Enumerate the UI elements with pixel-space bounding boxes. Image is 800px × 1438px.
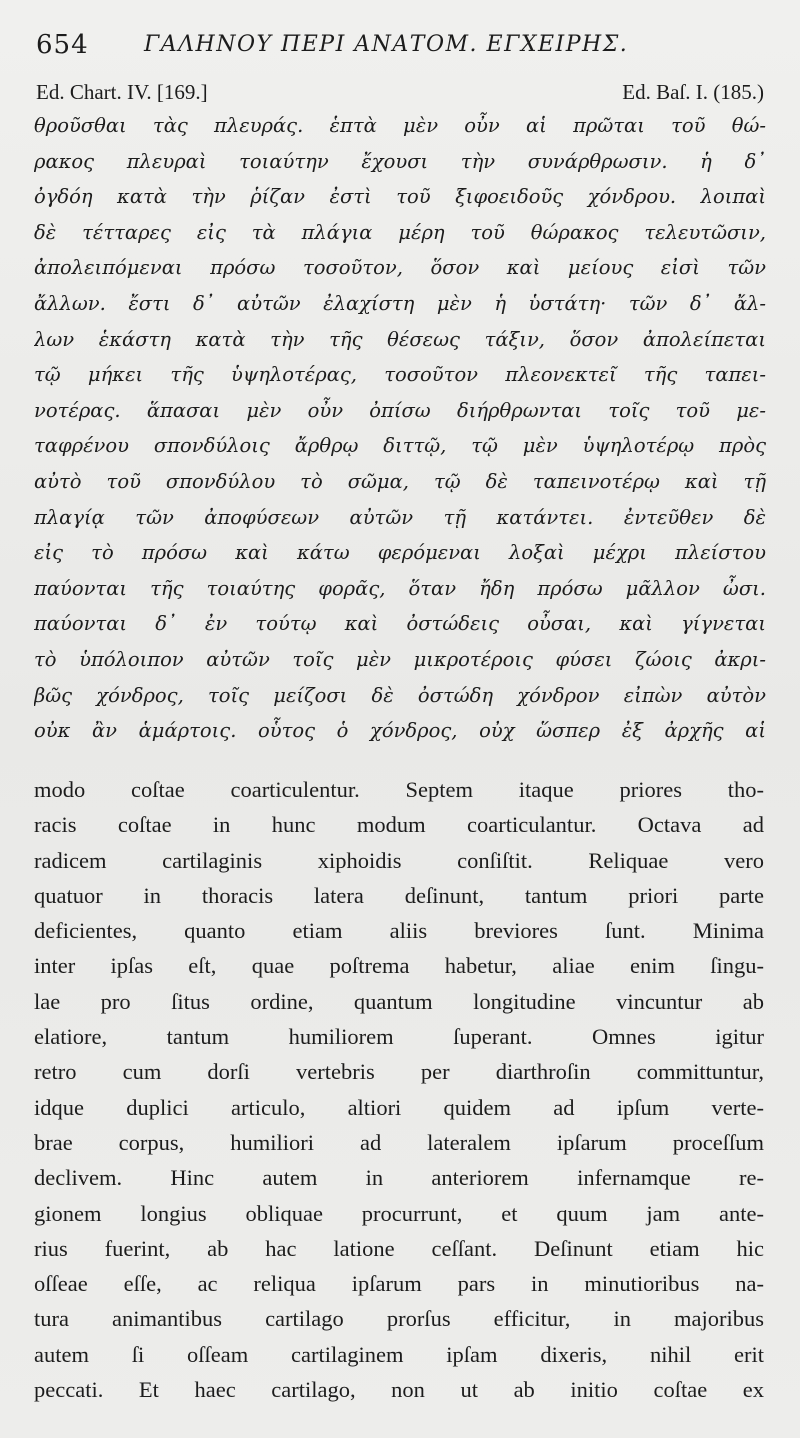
latin-text-line: peccati. Et haec cartilago, non ut ab initio coſtae ex — [34, 1377, 764, 1403]
latin-text-line: idque duplici articulo, altiori quidem ad ipſum verte- — [34, 1094, 764, 1120]
greek-text-line: ἄλλων. ἔστι δ᾽ αὐτῶν ἐλαχίστη μὲν ἡ ὑστάτη· τῶν δ᾽ ἄλ- — [34, 291, 766, 315]
greek-text-line: οὐκ ἂν ἁμάρτοις. οὗτος ὁ χόνδρος, οὐχ ὥσπερ ἐξ ἀρχῆς αἱ — [34, 719, 766, 743]
latin-text-line: oſſeae eſſe, ac reliqua ipſarum pars in minutioribus na- — [34, 1271, 764, 1297]
greek-text-line: ταφρένου σπονδύλοις ἄρθρῳ διττῷ, τῷ μὲν ὑψηλοτέρῳ πρὸς — [34, 434, 766, 458]
greek-text-line: ρακος πλευραὶ τοιαύτην ἔχουσι τὴν συνάρθρωσιν. ἡ δ᾽ — [34, 149, 766, 173]
greek-text-line: πλαγίᾳ τῶν ἀποφύσεων αὐτῶν τῇ κατάντει. ἐντεῦθεν δὲ — [34, 505, 766, 529]
greek-text-line: ἀπολειπόμεναι πρόσω τοσοῦτον, ὅσον καὶ μείους εἰσὶ τῶν — [34, 256, 766, 280]
latin-text-line: gionem longius obliquae procurrunt, et quum jam ante- — [34, 1200, 764, 1226]
greek-text-line: λων ἑκάστη κατὰ τὴν τῆς θέσεως τάξιν, ὅσον ἀπολείπεται — [34, 327, 766, 351]
latin-text-line: declivem. Hinc autem in anteriorem infernamque re- — [34, 1165, 764, 1191]
greek-text-line: ὀγδόη κατὰ τὴν ῥίζαν ἐστὶ τοῦ ξιφοειδοῦς χόνδρου. λοιπαὶ — [34, 185, 766, 209]
greek-text-line: θροῦσθαι τὰς πλευράς. ἑπτὰ μὲν οὖν αἱ πρῶται τοῦ θώ- — [34, 114, 766, 137]
greek-text-column — [34, 108, 766, 749]
greek-text-line: αὐτὸ τοῦ σπονδύλου τὸ σῶμα, τῷ δὲ ταπεινοτέρῳ καὶ τῇ — [34, 469, 766, 493]
latin-text-line: brae corpus, humiliori ad lateralem ipſarum proceſſum — [34, 1129, 764, 1155]
edition-references — [36, 80, 764, 106]
latin-text-line: radicem cartilaginis xiphoidis conſiſtit. Reliquae vero — [34, 847, 764, 873]
greek-text-line: δὲ τέτταρες εἰς τὰ πλάγια μέρη τοῦ θώρακος τελευτῶσιν, — [34, 220, 766, 244]
greek-text-line: τῷ μήκει τῆς ὑψηλοτέρας, τοσοῦτον πλεονεκτεῖ τῆς ταπει- — [34, 363, 766, 387]
latin-text-line: quatuor in thoracis latera deſinunt, tantum priori parte — [34, 882, 764, 908]
latin-text-line: elatiore, tantum humiliorem ſuperant. Omnes igitur — [34, 1024, 764, 1050]
greek-text-line: τὸ ὑπόλοιπον αὐτῶν τοῖς μὲν μικροτέροις φύσει ζώοις ἀκρι- — [34, 647, 766, 671]
latin-text-line: inter ipſas eſt, quae poſtrema habetur, aliae enim ſingu- — [34, 953, 764, 979]
latin-text-column — [34, 772, 764, 1407]
latin-text-line: rius fuerint, ab hac latione ceſſant. Deſinunt etiam hic — [34, 1235, 764, 1261]
latin-text-line: autem ſi oſſeam cartilaginem ipſam dixeris, nihil erit — [34, 1341, 764, 1367]
page-number: 654 — [36, 30, 89, 60]
latin-text-line: lae pro ſitus ordine, quantum longitudine vincuntur ab — [34, 988, 764, 1014]
edition-reference-basel: Ed. Baſ. I. (185.) — [622, 80, 764, 104]
greek-text-line: νοτέρας. ἅπασαι μὲν οὖν ὀπίσω διήρθρωνται τοῖς τοῦ με- — [34, 398, 766, 422]
latin-text-line: racis coſtae in hunc modum coarticulantur. Octava ad — [34, 812, 764, 838]
latin-text-line: modo coſtae coarticulentur. Septem itaque priores tho- — [34, 777, 764, 802]
greek-text-line: παύονται δ᾽ ἐν τούτῳ καὶ ὀστώδεις οὖσαι, καὶ γίγνεται — [34, 612, 766, 636]
greek-text-line: παύονται τῆς τοιαύτης φορᾶς, ὅταν ἤδη πρόσω μᾶλλον ὦσι. — [34, 576, 766, 600]
running-title: ΓΑΛΗΝΟΥ ΠΕΡΙ ΑΝΑΤΟΜ. ΕΓΧΕΙΡΗΣ. — [144, 32, 629, 57]
greek-text-line: βῶς χόνδρος, τοῖς μείζοσι δὲ ὀστώδη χόνδρον εἰπὼν αὐτὸν — [34, 683, 766, 707]
latin-text-line: tura animantibus cartilago prorſus efficitur, in majoribus — [34, 1306, 764, 1332]
latin-text-line: deficientes, quanto etiam aliis breviores ſunt. Minima — [34, 918, 764, 944]
latin-text-line: retro cum dorſi vertebris per diarthroſin committuntur, — [34, 1059, 764, 1085]
page-header — [36, 28, 762, 62]
greek-text-line: εἰς τὸ πρόσω καὶ κάτω φερόμεναι λοξαὶ μέχρι πλείστου — [34, 541, 766, 565]
edition-reference-chartier: Ed. Chart. IV. [169.] — [36, 80, 208, 104]
